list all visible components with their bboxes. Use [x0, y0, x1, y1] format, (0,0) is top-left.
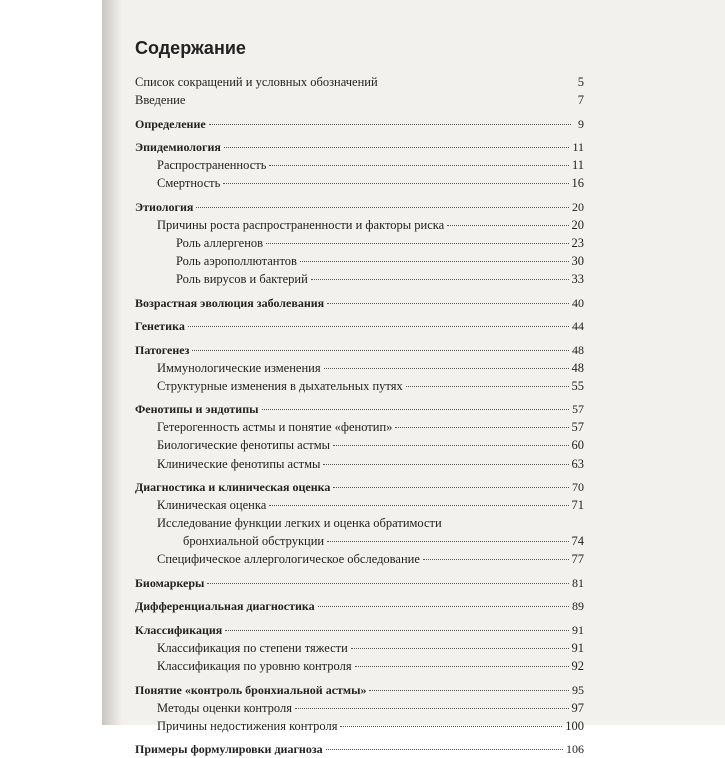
leader-dots [355, 665, 569, 667]
toc-section-page: 48 [572, 342, 584, 357]
toc-entry-page: 23 [571, 235, 584, 250]
leader-dots [223, 182, 568, 184]
toc-section-page: 81 [572, 575, 584, 590]
toc-entry-page: 92 [571, 659, 584, 674]
toc-entry[interactable] [135, 156, 584, 174]
toc-entry[interactable] [135, 436, 584, 454]
toc-section-title: Патогенез [135, 342, 190, 357]
toc-entry-title: Клиническая оценка [157, 498, 267, 513]
toc-entry-title: Роль аэрополлютантов [176, 254, 297, 269]
toc-section-title: Определение [135, 116, 206, 131]
leader-dots [381, 82, 571, 83]
toc-entry-title: Специфическое аллергологическое обследование [157, 552, 420, 567]
leader-dots [333, 444, 568, 446]
toc-entry-page: 55 [571, 378, 584, 393]
toc-section-title: Классификация [135, 622, 223, 637]
toc-entry[interactable] [135, 359, 584, 377]
toc-section-differential[interactable] [135, 597, 584, 615]
toc-entry[interactable] [135, 455, 584, 473]
toc-section-biomarkers[interactable] [135, 574, 584, 592]
toc-section-page: 11 [572, 140, 584, 155]
toc-entry[interactable] [135, 377, 584, 395]
leader-dots [207, 582, 569, 584]
leader-dots [406, 385, 569, 387]
leader-dots [300, 260, 569, 262]
toc-section-page: 70 [572, 480, 584, 494]
toc-section-pathogenesis[interactable] [135, 341, 584, 359]
toc-entry-title: Иммунологические изменения [157, 360, 321, 375]
leader-dots [323, 463, 568, 465]
toc-entry-page: 77 [571, 552, 584, 567]
toc-entry-title: Смертность [157, 176, 221, 191]
toc-entry[interactable] [135, 657, 584, 675]
leader-dots [447, 224, 568, 226]
toc-section-title: Эпидемиология [135, 140, 221, 155]
toc-entry-page: 97 [571, 700, 584, 715]
toc-entry-page: 57 [571, 420, 584, 435]
toc-section-page: 89 [572, 599, 584, 614]
toc-entry-title: Роль аллергенов [176, 235, 264, 250]
toc-entry-page: 5 [577, 75, 584, 89]
toc-section-control[interactable] [135, 681, 584, 699]
toc-section-page: 40 [572, 295, 584, 310]
toc-section-title: Понятие «контроль бронхиальной астмы» [135, 682, 367, 697]
toc-section-title: Генетика [135, 319, 185, 334]
toc-entry-title: Причины недостижения контроля [157, 718, 338, 733]
toc-entry-title: Структурные изменения в дыхательных путях [157, 378, 403, 393]
toc-section-page: 95 [572, 682, 584, 697]
toc-section-title: Диагностика и клиническая оценка [135, 480, 331, 494]
toc-entry[interactable] [135, 73, 584, 91]
toc-entry[interactable] [135, 216, 584, 234]
toc-section-title: Этиология [135, 199, 194, 214]
leader-dots [295, 707, 569, 709]
toc-entry-page: 74 [571, 534, 584, 549]
toc-section-page: 57 [572, 402, 584, 417]
toc-entry[interactable] [135, 550, 584, 568]
toc-section-epidemiology[interactable] [135, 138, 584, 156]
toc-entry-title: бронхиальной обструкции [183, 534, 325, 549]
table-of-contents [135, 73, 584, 758]
toc-entry-page: 7 [577, 93, 584, 108]
leader-dots [269, 504, 568, 506]
leader-dots [395, 426, 568, 428]
leader-dots [326, 748, 563, 750]
toc-entry[interactable] [135, 496, 584, 514]
toc-section-phenotypes[interactable] [135, 400, 584, 418]
toc-entry-title: Биологические фенотипы астмы [157, 438, 331, 453]
leader-dots [188, 325, 569, 327]
toc-entry[interactable] [135, 699, 584, 717]
toc-entry-title: Распространенность [157, 158, 267, 173]
toc-entry[interactable] [135, 91, 584, 109]
toc-entry-title: Роль вирусов и бактерий [176, 272, 308, 287]
toc-entry[interactable] [135, 418, 584, 436]
toc-section-page: 44 [572, 319, 584, 334]
leader-dots [311, 278, 569, 280]
toc-section-page: 106 [566, 742, 584, 757]
toc-entry[interactable] [135, 717, 584, 735]
leader-dots [225, 629, 569, 631]
leader-dots [266, 242, 568, 244]
toc-entry[interactable] [135, 514, 584, 532]
toc-entry-page: 100 [565, 718, 584, 733]
toc-section-evolution[interactable] [135, 294, 584, 312]
toc-section-title: Биомаркеры [135, 575, 205, 590]
toc-entry-page: 11 [571, 158, 584, 173]
toc-entry-title: Исследование функции легких и оценка обратимости [157, 516, 442, 531]
toc-entry[interactable] [135, 639, 584, 657]
leader-dots [318, 605, 569, 607]
toc-entry-title: Классификация по уровню контроля [157, 659, 352, 674]
leader-dots [196, 206, 569, 208]
toc-section-definition[interactable] [135, 115, 584, 133]
toc-entry-page: 63 [571, 456, 584, 471]
leader-dots [327, 302, 569, 304]
toc-entry-page: 33 [571, 272, 584, 287]
leader-dots [369, 689, 569, 691]
toc-subentry[interactable] [135, 270, 584, 288]
toc-section-title: Примеры формулировки диагноза [135, 742, 323, 757]
toc-section-title: Дифференциальная диагностика [135, 599, 315, 614]
toc-section-examples[interactable] [135, 740, 584, 758]
leader-dots [324, 367, 569, 369]
toc-subentry[interactable] [135, 234, 584, 252]
toc-section-etiology[interactable] [135, 198, 584, 216]
toc-entry-continuation[interactable] [135, 532, 584, 550]
leader-dots [327, 540, 568, 542]
toc-entry-title: Методы оценки контроля [157, 700, 292, 715]
toc-entry-title: Введение [135, 93, 186, 108]
leader-dots [262, 408, 570, 410]
toc-section-title: Фенотипы и эндотипы [135, 402, 259, 417]
leader-dots [423, 558, 569, 560]
toc-section-diagnostics[interactable] [135, 478, 584, 496]
toc-entry-title: Список сокращений и условных обозначений [135, 75, 378, 89]
leader-dots [224, 146, 570, 148]
toc-entry-page: 16 [571, 176, 584, 191]
page-spine-shadow [102, 0, 122, 725]
toc-subentry[interactable] [135, 252, 584, 270]
leader-dots [192, 349, 569, 351]
leader-dots [333, 486, 569, 488]
toc-entry-page: 20 [571, 217, 584, 232]
leader-dots [351, 647, 569, 649]
leader-dots [269, 164, 569, 166]
toc-entry-title: Причины роста распространенности и факторы риска [157, 217, 445, 232]
toc-entry-title: Клинические фенотипы астмы [157, 456, 321, 471]
toc-section-title: Возрастная эволюция заболевания [135, 295, 325, 310]
toc-entry-page: 60 [571, 438, 584, 453]
toc-section-page: 20 [572, 199, 584, 214]
leader-dots [188, 100, 571, 101]
toc-entry-page: 30 [571, 254, 584, 269]
toc-entry-page: 71 [571, 498, 584, 513]
toc-section-page: 9 [578, 116, 584, 131]
toc-section-page: 91 [572, 622, 584, 637]
toc-entry[interactable] [135, 174, 584, 192]
toc-entry-page: 91 [571, 640, 584, 655]
toc-entry-title: Классификация по степени тяжести [157, 640, 348, 655]
leader-dots [209, 123, 571, 125]
toc-section-genetics[interactable] [135, 317, 584, 335]
toc-entry-title: Гетерогенность астмы и понятие «фенотип» [157, 420, 393, 435]
page-title: Содержание [135, 38, 246, 58]
toc-entry-page: 48 [571, 360, 584, 375]
toc-section-classification[interactable] [135, 621, 584, 639]
